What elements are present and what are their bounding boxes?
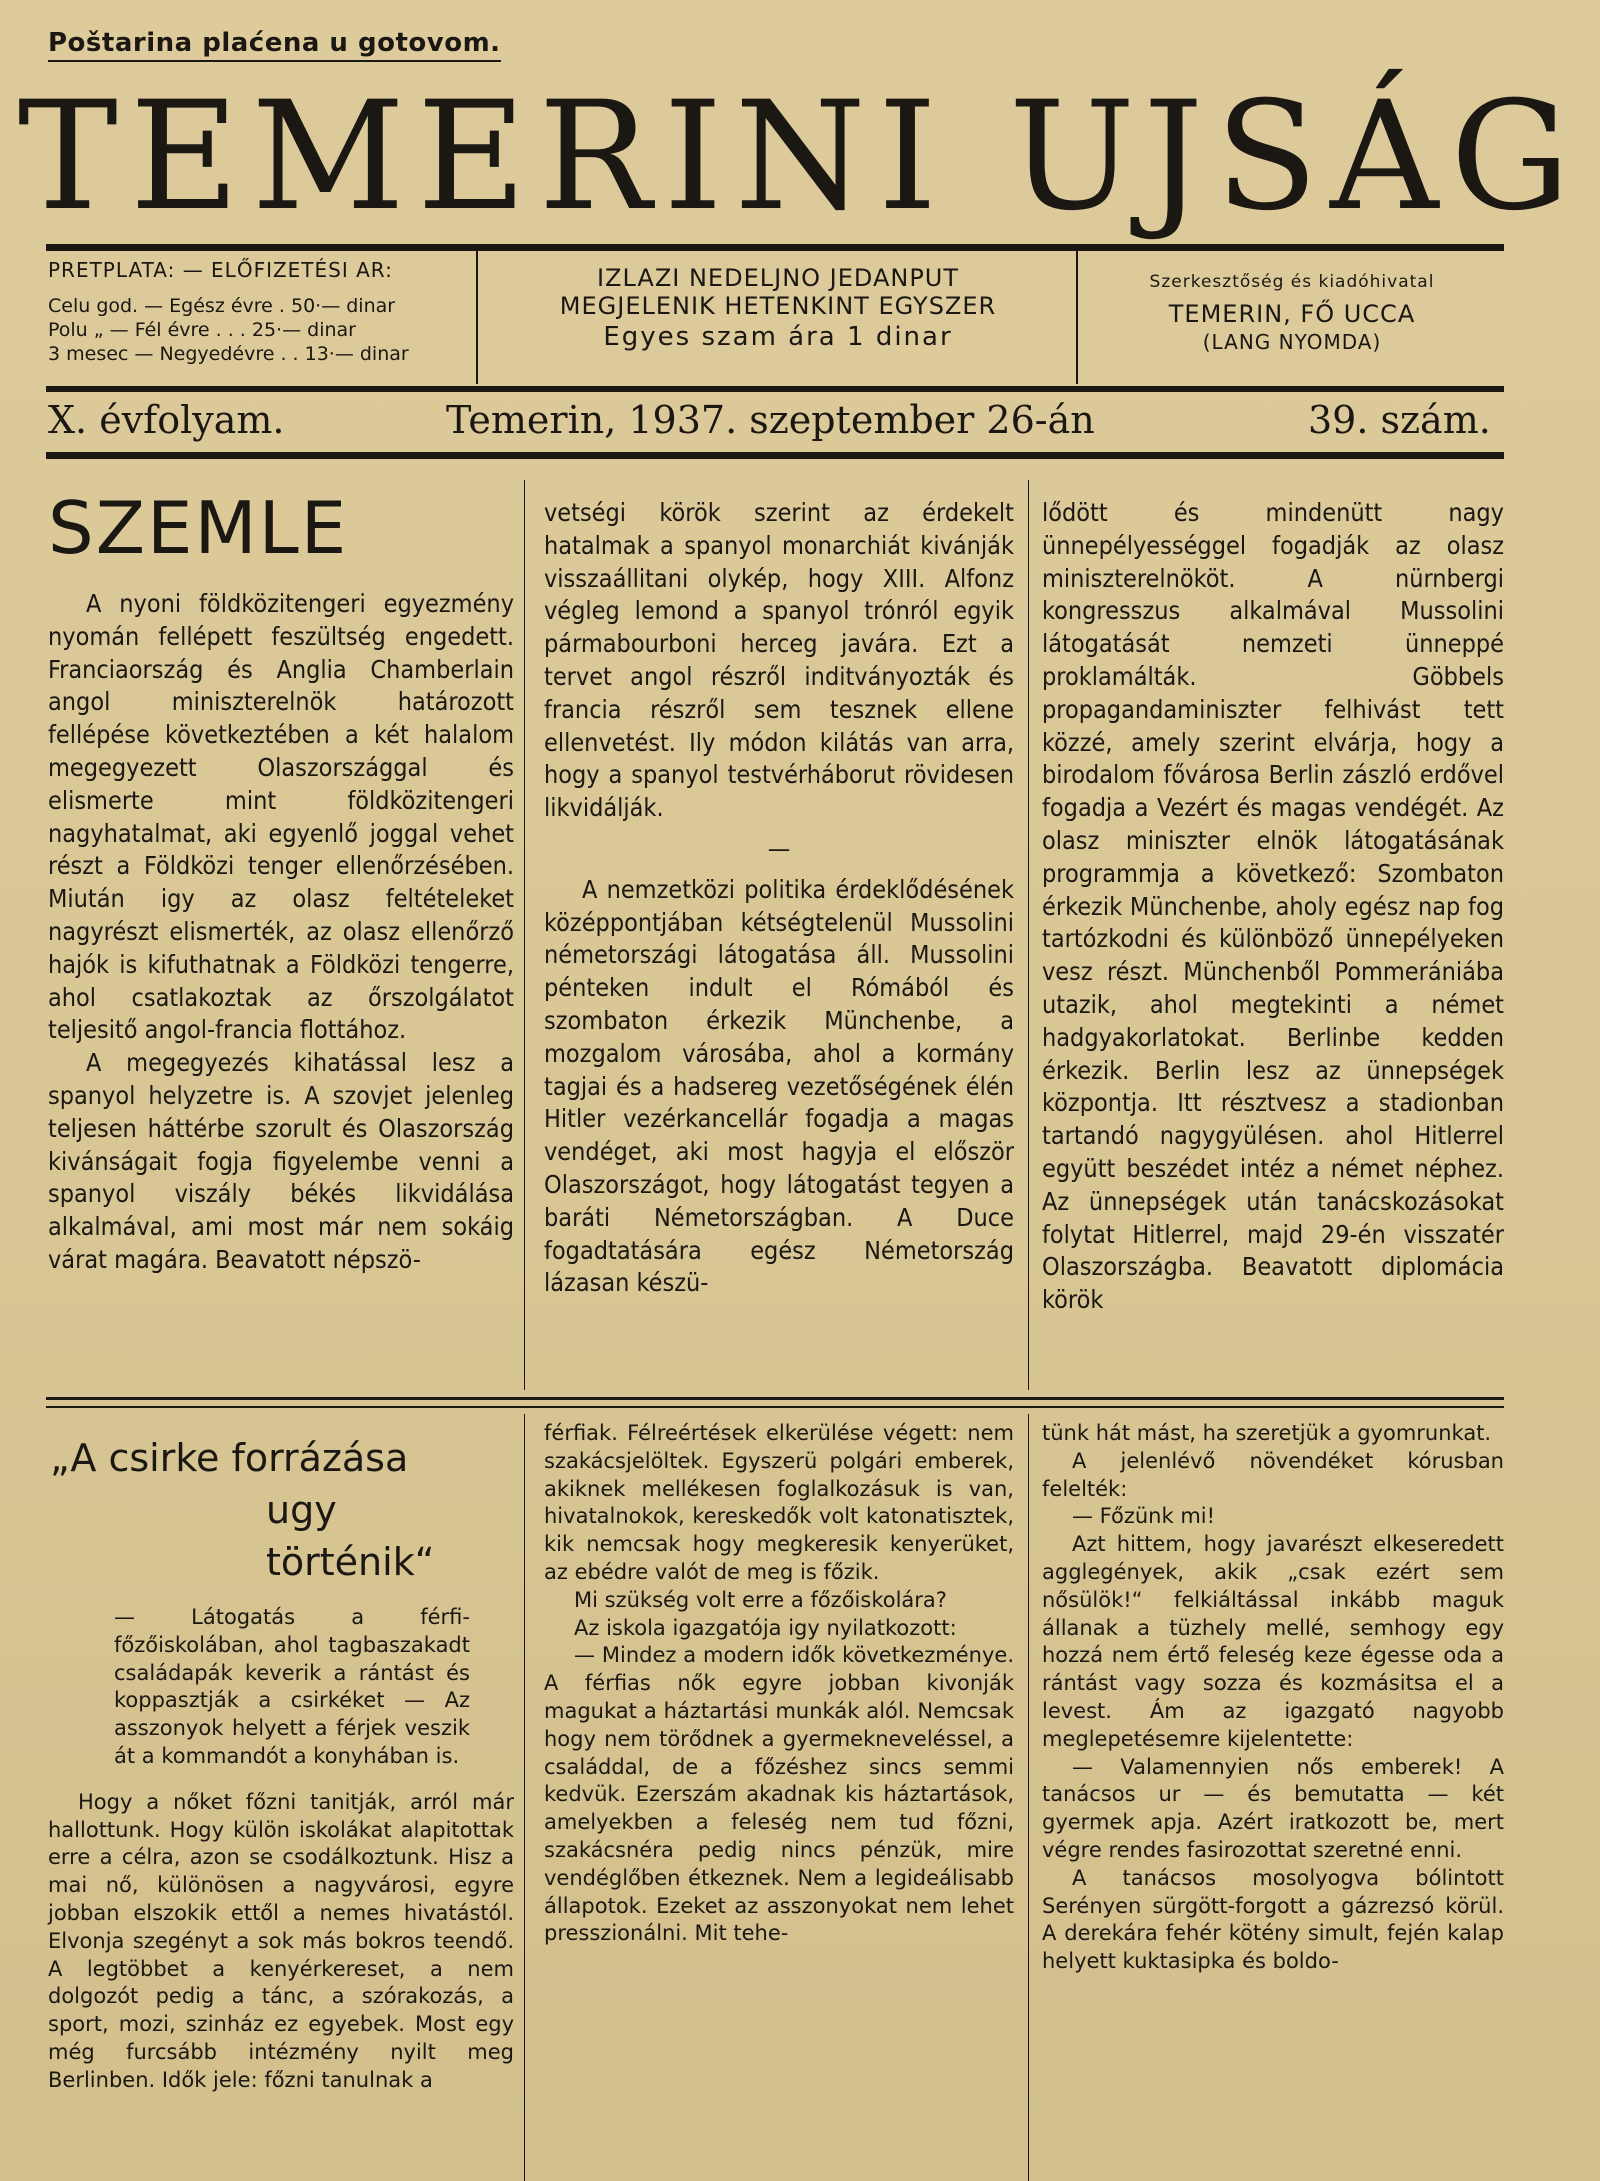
subscription-row: 3 mesec — Negyedévre . . 13·— dinar	[48, 343, 409, 365]
article1-title: SZEMLE	[48, 486, 349, 570]
article1-column-2	[544, 497, 1014, 1300]
article2-column-1	[48, 1432, 514, 2095]
column-divider	[524, 1414, 525, 2181]
masthead-title: TEMERINI UJSÁG	[17, 70, 1583, 244]
separator-dash: —	[767, 833, 791, 863]
dateline-rule	[46, 452, 1504, 459]
issue-date: Temerin, 1937. szeptember 26-án	[446, 398, 1095, 442]
article1-column-1	[48, 488, 514, 1277]
paragraph: vetségi körök szerint az érdekelt hatalmak a spanyol monarchiát kivánják visszaállitani olykép, hogy XIII. Alfonz végleg lemond a spanyol trónról egyik pármabourboni herceg javára. Ezt a tervet angol részről inditványozták és francia részről sem tesznek ellene ellenvetést. Ily módon kilátás van arra, hogy a spanyol testvérháborut rövidesen likvidálják.	[544, 498, 1014, 823]
paragraph: lődött és mindenütt nagy ünnepélyességgel fogadják az olasz miniszterelnököt. A nürnbergi kongresszus alkalmával Mussolini látogatását nemzeti ünneppé proklamálták. Göbbels propagandaminiszter felhivást tett közzé, amely szerint elvárja, hogy a birodalom fővárosa Berlin zászló erdővel fogadja a Vezért és magas vendégét. Az olasz miniszter elnök látogatásának programmja a következő: Szombaton érkezik Münchenbe, aholy egész nap fog tartózkodni és különböző ünnepélyeken vesz részt. Münchenből Pommerániába utazik, ahol megtekinti a német hadgyakorlatokat. Berlinbe kedden érkezik. Berlin lesz az ünnepségek központja. Itt résztvesz a stadionban tartandó nagygyülésen. ahol Hitlerrel együtt beszédet intéz a német néphez. Az ünnepségek után tanácskozásokat folytat Hitlerrel, majd 29-én visszatér Olaszországba. Beavatott diplomácia körök	[1042, 498, 1504, 1315]
paragraph: A tanácsos mosolyogva bólintott Serényen sürgött-forgott a gázrezsó körül. A derekára fehér kötény simult, fején kalap helyett kuktasipka és boldo-	[1042, 1865, 1504, 1974]
subscription-heading: PRETPLATA: — ELŐFIZETÉSI AR:	[48, 258, 393, 282]
paragraph: Hogy a nőket főzni tanitják, arról már hallottunk. Hogy külön iskolákat alapitottak erre a célra, azon se csodálkoztunk. Hisz a mai nő, különösen a nagyvárosi, egyre jobban elszokik ettől a nemes hivatástól. Elvonja szegényt a sok más bokros teendő. A legtöbbet a kenyérkereset, a nem dolgozót pedig a tánc, a szórakozás, a sport, mozi, szinház ez egyebek. Most egy még furcsább intézmény nyilt meg Berlinben. Idők jele: főzni tanulnak a	[48, 1789, 514, 2092]
paragraph: — Mindez a modern idők következménye. A férfias nők egyre jobban kivonják magukat a háztartási munkák alól. Nemcsak hogy nem törődnek a gyermekneveléssel, a családdal, de a főzéshez sincs semmi kedvük. Ezerszám akadnak kis háztartások, amelyekben a feleség nem tud főzni, szakácsnéra pedig nincs pénzük, mire vendéglőben étkeznek. Nem a legideálisabb állapotok. Ezeket az asszonyokat nem lehet presszionálni. Mit tehe-	[544, 1643, 1014, 1946]
paragraph: férfiak. Félreértések elkerülése végett: nem szakácsjelöltek. Egyszerü polgári emberek, akiknek mellékesen foglalkozásuk is van, hivatalnokok, kereskedők volt katonatisztek, kik nemcsak hogy megkeresik kenyerüket, az ebédre valót de meg is főzik.	[544, 1421, 1014, 1584]
box-divider	[476, 250, 478, 384]
paragraph: — Valamennyien nős emberek! A tanácsos ur — és bemutatta — két gyermek apja. Azért iratkozott be, mert végre rendes fasirozottat szeretné enni.	[1042, 1754, 1504, 1862]
column-divider	[524, 480, 525, 1390]
paragraph: A jelenlévő növendéket kórusban felelték:	[1042, 1448, 1504, 1501]
editorial-box	[1080, 248, 1504, 386]
subscription-row: Polu „ — Fél évre . . . 25·— dinar	[48, 319, 356, 341]
publication-line: IZLAZI NEDELJNO JEDANPUT	[596, 264, 960, 292]
section-rule	[46, 1406, 1504, 1408]
article2-column-3	[1042, 1420, 1504, 1976]
subscription-box	[48, 248, 468, 386]
volume: X. évfolyam.	[48, 398, 285, 442]
column-divider	[1028, 1414, 1029, 2181]
box-divider	[1076, 250, 1078, 384]
article2-title-line: „A csirke forrázása	[50, 1436, 409, 1480]
editorial-line: Szerkesztőség és kiadóhivatal	[1149, 272, 1435, 292]
paragraph: — Főzünk mi!	[1072, 1504, 1216, 1529]
paragraph: Azt hittem, hogy javarészt elkeseredett agglegények, akik „csak ezért sem nősülök!“ felkiáltással inkább maguk állanak a tüzhely mellé, semhogy egy hozzá nem értő feleség keze égesse oda a rántást vagy sozza és kozmásitsa el a levest. Ám az igazgató nagyobb meglepetésemre kijelentette:	[1042, 1532, 1504, 1751]
section-rule	[46, 1397, 1504, 1400]
editorial-printer: (LANG NYOMDA)	[1202, 330, 1382, 354]
article2-column-2	[544, 1420, 1014, 1948]
paragraph: tünk hát mást, ha szeretjük a gyomrunkat.	[1042, 1421, 1492, 1445]
column-divider	[1028, 480, 1029, 1390]
publication-line: MEGJELENIK HETENKINT EGYSZER	[559, 292, 997, 320]
paragraph: A megegyezés kihatással lesz a spanyol helyzetre is. A szovjet jelenleg teljesen háttérbe szorult és Olaszország kivánságait fogja figyelembe venni a spanyol viszály békés likvidálása alkalmával, ami most már nem sokáig várat magára. Beavatott népszö-	[48, 1048, 514, 1274]
article2-lead: — Látogatás a férfi-főzőiskolában, ahol tagbaszakadt családapák keverik a rántást és koppasztják a csirkéket — Az asszonyok helyett a férjek veszik át a kommandót a konyhában is.	[114, 1605, 470, 1768]
subscription-row: Celu god. — Egész évre . 50·— dinar	[48, 295, 396, 317]
editorial-address: TEMERIN, FŐ UCCA	[1168, 300, 1416, 328]
issue-number: 39. szám.	[1308, 398, 1491, 442]
paragraph: A nemzetközi politika érdeklődésének középpontjában kétségtelenül Mussolini németországi látogatása áll. Mussolini pénteken indult el Rómából és szombaton érkezik Münchenbe, a mozgalom városába, ahol a kormány tagjai és a hadsereg vezetőségének élén Hitler vezérkancellár fogadja a magas vendéget, aki most hagyja el először Olaszországot, hogy látogatást tegyen a baráti Németországban. A Duce fogadtatására egész Németország lázasan készü-	[544, 874, 1014, 1298]
paragraph: Az iskola igazgatója igy nyilatkozott:	[574, 1615, 957, 1640]
article1-column-3	[1042, 497, 1504, 1317]
publication-box	[480, 248, 1076, 386]
paragraph: Mi szükség volt erre a főzőiskolára?	[574, 1587, 947, 1612]
paragraph: A nyoni földközitengeri egyezmény nyomán fellépett feszültség engedett. Franciaország és Anglia Chamberlain angol miniszterelnök határozott fellépése következtében a két halalom megegyezett Olaszországgal és elismerte mint földközitengeri nagyhatalmat, aki egyenlő joggal vehet részt a Földközi tenger ellenőrzésében. Miután igy az olasz feltételeket nagyrészt elismerték, az olasz ellenőrző hajók is kifuthatnak a Földközi tengerre, ahol csatlakoztak az őrszolgálatot teljesitő angol-francia flottához.	[48, 589, 514, 1045]
infobox-rule	[46, 386, 1504, 392]
price-line: Egyes szam ára 1 dinar	[603, 322, 953, 352]
postage-note: Poštarina plaćena u gotovom.	[48, 28, 501, 62]
article2-title-line: ugy történik“	[266, 1488, 435, 1584]
